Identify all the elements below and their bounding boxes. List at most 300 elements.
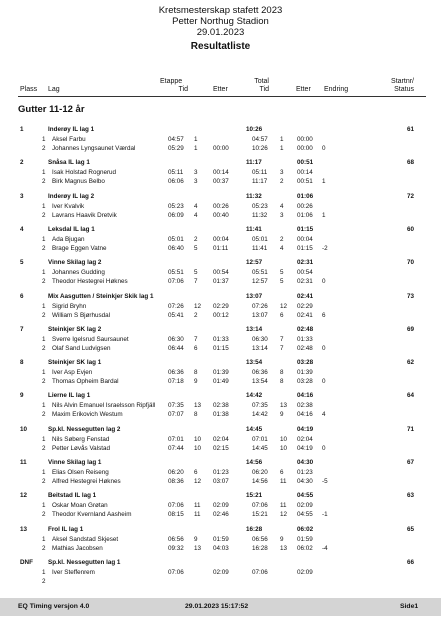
leg-total-time: 05:23 (252, 202, 268, 210)
leg-behind: 01:15 (213, 344, 229, 352)
leg-total-behind: 02:38 (297, 402, 313, 410)
leg-total-rank: 4 (280, 202, 284, 210)
col-lag: Lag (48, 86, 60, 93)
leg-time: 07:18 (168, 378, 184, 386)
team-place: 6 (20, 292, 24, 300)
leg-number: 2 (42, 145, 46, 152)
leg-runner: Petter Løvås Valstad (52, 444, 110, 452)
team-total-behind: 03:28 (297, 359, 314, 367)
leg-time: 07:35 (168, 402, 184, 410)
leg-time: 07:26 (168, 302, 184, 310)
leg-number: 2 (42, 344, 46, 352)
leg-total-rank: 12 (280, 511, 288, 519)
footer-page: Side1 (400, 603, 419, 610)
leg-behind: 01:11 (213, 244, 229, 252)
leg-rank: 2 (194, 311, 198, 319)
leg-time: 07:44 (168, 444, 184, 452)
team-total-time: 14:45 (246, 425, 263, 433)
footer-timestamp: 29.01.2023 15:17:52 (185, 603, 249, 610)
team-total-time: 13:07 (246, 292, 263, 300)
leg-behind: 00:04 (213, 235, 229, 243)
leg-runner: Lavrans Haavik Dretvik (52, 211, 117, 219)
leg-rank: 7 (194, 278, 198, 286)
team-total-behind: 04:19 (297, 425, 314, 433)
team-name: Leksdal IL lag 1 (48, 225, 95, 233)
leg-number: 2 (42, 378, 46, 386)
leg-rank: 9 (194, 378, 198, 386)
leg-total-rank: 5 (280, 278, 284, 286)
leg-total-time: 13:54 (252, 378, 268, 386)
team-name: Steinkjer SK lag 1 (48, 359, 102, 367)
team-total-behind: 04:55 (297, 492, 314, 500)
team-bib: 65 (406, 525, 414, 533)
team-total-time: 10:26 (246, 126, 263, 133)
leg-total-behind: 00:14 (297, 169, 313, 177)
leg-total-time: 12:57 (252, 278, 268, 286)
team-total-behind: 06:02 (297, 525, 314, 533)
leg-rank: 4 (194, 202, 198, 210)
leg-time: 05:51 (168, 269, 184, 277)
leg-total-behind: 03:28 (297, 378, 313, 386)
team-name: Sp.kl. Nessegutten lag 1 (48, 558, 121, 566)
leg-time: 09:32 (168, 544, 184, 552)
leg-rank: 12 (194, 478, 202, 485)
team-place: DNF (20, 558, 33, 566)
leg-change: 0 (322, 278, 326, 286)
leg-behind: 01:59 (213, 535, 229, 543)
leg-runner: Johannes Gudding (52, 269, 105, 277)
leg-change: -1 (322, 511, 328, 519)
col-etappe: Etappe (160, 78, 183, 85)
leg-behind: 04:03 (213, 544, 229, 552)
leg-time: 05:29 (168, 145, 184, 152)
leg-time: 06:20 (168, 469, 184, 476)
leg-total-rank: 4 (280, 244, 284, 252)
event-title: Kretsmesterskap stafett 2023 (158, 5, 283, 16)
leg-total-rank: 11 (280, 478, 287, 485)
leg-number: 2 (42, 511, 46, 519)
team-place: 11 (20, 459, 27, 466)
leg-behind: 03:07 (213, 478, 229, 485)
leg-total-rank: 10 (280, 444, 288, 452)
team-name: Frol IL lag 1 (48, 525, 84, 533)
team-bib: 68 (406, 159, 414, 167)
leg-runner: Alfred Hestegrei Høknes (52, 478, 121, 485)
leg-behind: 00:40 (213, 211, 229, 219)
leg-runner: Iver Asp Evjen (52, 369, 93, 377)
team-total-time: 13:14 (246, 325, 263, 333)
leg-number: 1 (42, 402, 46, 410)
leg-time: 06:40 (168, 244, 184, 252)
team-total-behind: 00:51 (297, 159, 314, 167)
leg-change: -2 (322, 244, 328, 252)
leg-behind: 02:15 (213, 444, 229, 452)
leg-rank: 6 (194, 469, 198, 476)
leg-time: 07:07 (168, 411, 184, 419)
col-plass: Plass (20, 86, 38, 93)
leg-total-time: 07:06 (252, 568, 268, 576)
team-bib: 62 (406, 359, 414, 367)
leg-change: 1 (322, 211, 326, 219)
leg-number: 2 (42, 577, 46, 585)
leg-time: 06:09 (168, 211, 184, 219)
leg-time: 07:06 (168, 502, 184, 510)
leg-total-rank: 3 (280, 169, 284, 177)
leg-total-behind: 02:09 (297, 568, 313, 576)
leg-rank: 2 (194, 235, 198, 243)
leg-rank: 11 (194, 502, 201, 510)
team-name: Inderøy IL lag 1 (48, 126, 95, 133)
leg-behind: 02:09 (213, 568, 229, 576)
team-name: Vinne Skilag lag 2 (48, 259, 102, 267)
team-place: 1 (20, 126, 24, 133)
leg-runner: Iver Kvalvik (52, 202, 85, 210)
team-total-time: 14:42 (246, 392, 263, 400)
leg-change: 6 (322, 311, 326, 319)
team-bib: 63 (406, 492, 414, 500)
leg-total-rank: 8 (280, 378, 284, 386)
team-total-time: 15:21 (246, 492, 263, 500)
leg-number: 1 (42, 502, 46, 510)
leg-behind: 01:23 (213, 469, 229, 476)
leg-runner: William S Bjørhusdal (52, 311, 111, 319)
leg-rank: 11 (194, 511, 201, 519)
leg-number: 1 (42, 302, 46, 310)
leg-number: 1 (42, 235, 46, 243)
leg-total-time: 14:45 (252, 444, 268, 452)
leg-time: 06:44 (168, 344, 184, 352)
leg-runner: Maxim Erikovich Westum (52, 411, 123, 419)
leg-number: 2 (42, 478, 46, 485)
leg-time: 04:57 (168, 136, 184, 143)
leg-runner: Isak Holstad Rognerud (52, 169, 117, 177)
leg-total-time: 07:26 (252, 302, 268, 310)
leg-rank: 6 (194, 344, 198, 352)
leg-time: 06:36 (168, 369, 184, 377)
event-date: 29.01.2023 (196, 27, 245, 38)
leg-behind: 02:29 (213, 302, 229, 310)
leg-runner: Elias Olsen Reiseng (52, 469, 109, 476)
leg-total-rank: 9 (280, 411, 284, 419)
leg-behind: 02:46 (213, 511, 229, 519)
leg-total-time: 06:36 (252, 369, 268, 377)
leg-change: 1 (322, 178, 326, 186)
leg-rank: 13 (194, 402, 202, 410)
team-bib: 71 (406, 425, 414, 433)
team-name: Lierne IL lag 1 (48, 392, 91, 400)
leg-total-time: 13:14 (252, 344, 268, 352)
team-total-time: 12:57 (246, 259, 263, 267)
leg-behind: 01:37 (213, 278, 229, 286)
leg-change: 0 (322, 444, 326, 452)
team-total-time: 11:41 (246, 225, 262, 233)
category-title: Gutter 11-12 år (18, 104, 85, 115)
team-bib: 66 (406, 558, 414, 566)
leg-rank: 3 (194, 178, 198, 186)
leg-time: 07:01 (168, 435, 184, 443)
team-total-behind: 01:15 (297, 225, 314, 233)
leg-number: 1 (42, 269, 46, 277)
leg-runner: Sigrid Bryhn (52, 302, 87, 310)
team-place: 7 (20, 325, 24, 333)
team-bib: 73 (406, 292, 414, 300)
team-name: Steinkjer SK lag 2 (48, 325, 102, 333)
leg-time: 06:56 (168, 535, 184, 543)
leg-total-behind: 00:26 (297, 202, 313, 210)
leg-total-rank: 6 (280, 469, 284, 476)
leg-time: 05:41 (168, 311, 184, 319)
leg-rank: 12 (194, 302, 202, 310)
leg-time: 05:11 (168, 169, 184, 177)
leg-total-behind: 01:23 (297, 469, 313, 476)
team-total-behind: 02:41 (297, 292, 314, 300)
leg-behind: 02:09 (213, 502, 229, 510)
leg-total-rank: 7 (280, 335, 284, 343)
team-total-time: 11:32 (246, 192, 262, 200)
leg-runner: Theodor Hestegrei Høknes (52, 278, 128, 286)
leg-change: 0 (322, 344, 326, 352)
team-name: Snåsa IL lag 1 (48, 159, 90, 167)
leg-total-time: 10:26 (252, 145, 268, 152)
leg-total-behind: 04:19 (297, 444, 313, 452)
leg-total-rank: 2 (280, 235, 284, 243)
leg-rank: 7 (194, 335, 198, 343)
team-name: Inderøy IL lag 2 (48, 192, 95, 200)
leg-total-rank: 11 (280, 502, 287, 510)
leg-behind: 01:49 (213, 378, 229, 386)
leg-total-time: 06:56 (252, 535, 268, 543)
leg-behind: 01:33 (213, 335, 229, 343)
leg-total-time: 11:32 (252, 211, 268, 219)
leg-total-rank: 7 (280, 344, 284, 352)
leg-runner: Brage Eggen Vatne (52, 244, 107, 252)
leg-behind: 01:39 (213, 369, 229, 377)
leg-number: 1 (42, 568, 46, 576)
leg-total-behind: 01:33 (297, 335, 313, 343)
leg-runner: Johannes Lyngsaunet Værdal (52, 145, 136, 152)
leg-behind: 00:12 (213, 311, 229, 319)
leg-runner: Aksel Farbu (52, 136, 86, 143)
leg-rank: 1 (194, 145, 198, 152)
leg-time: 07:06 (168, 568, 184, 576)
leg-total-time: 07:01 (252, 435, 268, 443)
leg-total-behind: 02:29 (297, 302, 313, 310)
leg-behind: 02:04 (213, 435, 229, 443)
leg-runner: Theodor Kvernland Aasheim (52, 511, 132, 519)
leg-total-behind: 00:00 (297, 136, 313, 143)
leg-total-rank: 9 (280, 535, 284, 543)
col-total-tid: Tid (259, 86, 269, 93)
leg-runner: Nils Søberg Fenstad (52, 435, 110, 443)
leg-rank: 5 (194, 244, 198, 252)
leg-total-behind: 04:16 (297, 411, 313, 419)
page-subtitle: Resultatliste (190, 41, 251, 52)
team-place: 2 (20, 159, 24, 167)
leg-total-rank: 2 (280, 178, 284, 186)
leg-runner: Thomas Opheim Bardal (52, 378, 119, 386)
leg-number: 2 (42, 311, 46, 319)
team-name: Mix Aasgutten / Steinkjer Skik lag 1 (48, 292, 154, 300)
team-place: 4 (20, 225, 24, 233)
col-etter-total: Etter (296, 86, 311, 93)
leg-behind: 00:26 (213, 202, 229, 210)
leg-change: -5 (322, 478, 328, 485)
leg-total-rank: 13 (280, 544, 288, 552)
leg-total-time: 11:41 (252, 244, 268, 252)
leg-total-behind: 00:00 (297, 145, 313, 152)
leg-runner: Mathias Jacobsen (52, 544, 103, 552)
leg-number: 1 (42, 469, 46, 476)
team-bib: 64 (406, 392, 414, 400)
leg-total-behind: 02:31 (297, 278, 313, 286)
leg-total-rank: 12 (280, 302, 288, 310)
leg-total-behind: 04:30 (297, 478, 313, 485)
leg-runner: Oskar Moan Grøtan (52, 502, 108, 510)
leg-behind: 00:00 (213, 145, 229, 152)
leg-time: 06:30 (168, 335, 184, 343)
team-bib: 60 (406, 225, 414, 233)
team-place: 10 (20, 425, 28, 433)
leg-rank: 9 (194, 535, 198, 543)
header-rule (18, 96, 426, 97)
leg-runner: Olaf Sand Ludvigsen (52, 344, 111, 352)
team-bib: 69 (406, 325, 414, 333)
leg-total-behind: 01:39 (297, 369, 313, 377)
leg-number: 1 (42, 369, 46, 377)
team-bib: 61 (406, 126, 414, 133)
leg-total-time: 05:01 (252, 235, 268, 243)
leg-total-time: 11:17 (252, 178, 268, 186)
footer-software: EQ Timing versjon 4.0 (18, 603, 90, 610)
leg-behind: 00:54 (213, 269, 229, 277)
leg-number: 2 (42, 211, 46, 219)
team-total-time: 13:54 (246, 359, 263, 367)
team-place: 13 (20, 525, 28, 533)
leg-total-rank: 1 (280, 136, 284, 143)
leg-behind: 02:38 (213, 402, 229, 410)
leg-total-behind: 02:09 (297, 502, 313, 510)
leg-total-time: 05:11 (252, 169, 268, 177)
leg-rank: 13 (194, 544, 202, 552)
leg-total-rank: 1 (280, 145, 284, 152)
leg-total-time: 14:56 (252, 478, 268, 485)
leg-total-time: 13:07 (252, 311, 268, 319)
team-total-behind: 02:31 (297, 259, 314, 267)
leg-total-behind: 01:59 (297, 535, 313, 543)
leg-rank: 3 (194, 169, 198, 177)
team-total-time: 11:17 (246, 159, 262, 167)
team-total-time: 16:28 (246, 525, 263, 533)
leg-change: 0 (322, 145, 326, 152)
leg-behind: 01:38 (213, 411, 229, 419)
leg-runner: Birk Magnus Belbo (52, 178, 105, 186)
leg-change: -4 (322, 544, 328, 552)
team-bib: 67 (406, 459, 414, 466)
leg-total-behind: 00:04 (297, 235, 313, 243)
leg-total-behind: 02:48 (297, 344, 313, 352)
team-bib: 72 (406, 192, 414, 200)
leg-time: 06:06 (168, 178, 184, 186)
team-place: 3 (20, 192, 24, 200)
leg-rank: 8 (194, 369, 198, 377)
team-total-behind: 04:30 (297, 459, 314, 466)
leg-runner: Iver Steffenrem (52, 568, 95, 576)
leg-time: 08:36 (168, 478, 184, 485)
leg-change: 0 (322, 378, 326, 386)
leg-rank: 1 (194, 136, 198, 143)
col-etter: Etter (213, 86, 228, 93)
event-venue: Petter Northug Stadion (172, 16, 269, 27)
leg-total-rank: 13 (280, 402, 288, 410)
team-total-behind: 01:06 (297, 192, 314, 200)
team-name: Beitstad IL lag 1 (48, 492, 97, 500)
leg-total-rank: 10 (280, 435, 288, 443)
leg-total-behind: 02:41 (297, 311, 313, 319)
leg-total-time: 07:35 (252, 402, 268, 410)
leg-total-behind: 01:15 (297, 244, 313, 252)
leg-runner: Nils Alvin Emanuel Israelsson Ripfjäll (52, 402, 156, 410)
team-total-behind: 04:16 (297, 392, 314, 400)
leg-number: 1 (42, 202, 46, 210)
team-total-behind: 02:48 (297, 325, 314, 333)
leg-total-time: 04:57 (252, 136, 268, 143)
leg-total-time: 06:30 (252, 335, 268, 343)
leg-number: 2 (42, 444, 46, 452)
leg-total-time: 06:20 (252, 469, 268, 476)
leg-rank: 4 (194, 211, 198, 219)
leg-total-time: 16:28 (252, 544, 268, 552)
leg-total-time: 05:51 (252, 269, 268, 277)
leg-time: 05:23 (168, 202, 184, 210)
leg-total-rank: 5 (280, 269, 284, 277)
leg-behind: 00:37 (213, 178, 229, 186)
leg-rank: 5 (194, 269, 198, 277)
leg-total-time: 07:06 (252, 502, 268, 510)
leg-total-time: 14:42 (252, 411, 268, 419)
leg-total-behind: 06:02 (297, 544, 313, 552)
leg-number: 2 (42, 178, 46, 186)
col-startnr: Startnr/ (391, 78, 414, 85)
col-endring: Endring (324, 86, 349, 93)
leg-runner: Aksel Sandstad Skjeset (52, 535, 119, 543)
team-bib: 70 (406, 259, 414, 267)
leg-total-behind: 02:04 (297, 435, 313, 443)
leg-number: 2 (42, 411, 46, 419)
leg-number: 2 (42, 544, 46, 552)
team-place: 5 (20, 259, 24, 267)
leg-total-behind: 00:54 (297, 269, 313, 277)
col-etappe-tid: Tid (178, 86, 188, 93)
leg-number: 1 (42, 169, 46, 177)
team-name: Sp.kl. Nessegutten lag 2 (48, 425, 121, 433)
leg-rank: 10 (194, 444, 202, 452)
leg-number: 1 (42, 335, 46, 343)
leg-change: 4 (322, 411, 326, 419)
leg-time: 08:15 (168, 511, 184, 519)
leg-number: 2 (42, 244, 46, 252)
col-total: Total (254, 78, 269, 85)
leg-runner: Sverre Igelsrud Saursaunet (52, 335, 129, 343)
team-name: Vinne Skilag lag 1 (48, 459, 102, 466)
team-place: 12 (20, 492, 28, 500)
leg-runner: Ada Bjugan (52, 235, 85, 243)
leg-total-rank: 8 (280, 369, 284, 377)
col-status: Status (394, 86, 414, 93)
leg-time: 07:06 (168, 278, 184, 286)
leg-number: 1 (42, 136, 46, 143)
leg-number: 1 (42, 435, 46, 443)
team-place: 9 (20, 392, 24, 400)
